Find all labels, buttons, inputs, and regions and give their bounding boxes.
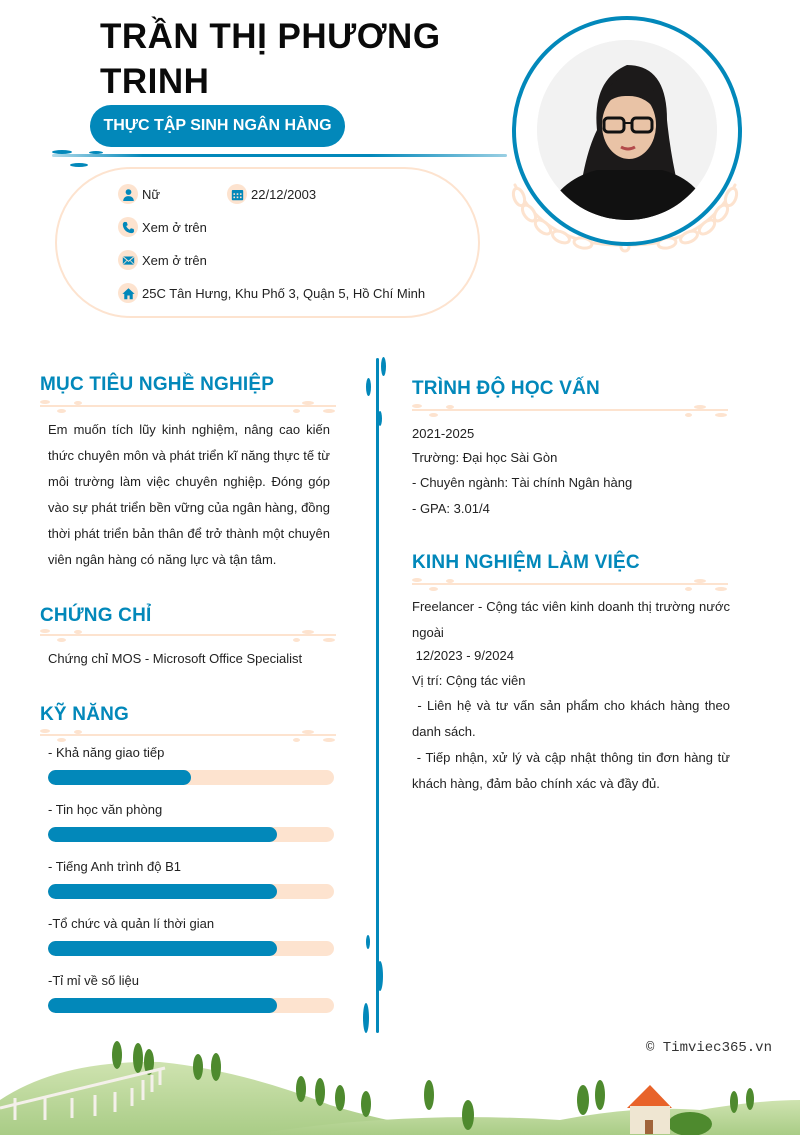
skill-label: - Tiếng Anh trình độ B1 xyxy=(48,859,181,874)
decor-dot xyxy=(52,150,72,154)
candidate-name xyxy=(100,14,500,104)
phone-value: Xem ở trên xyxy=(142,219,207,235)
section-divider xyxy=(40,400,336,414)
decor-dot xyxy=(89,151,103,154)
experience-job-title: Freelancer - Cộng tác viên kinh doanh thị trường nước ngoài xyxy=(412,599,730,640)
experience-period: 12/2023 - 9/2024 xyxy=(412,648,514,663)
phone-icon xyxy=(118,217,138,237)
skill-label: - Khả năng giao tiếp xyxy=(48,745,165,760)
certificate-item: Chứng chỉ MOS - Microsoft Office Specialist xyxy=(48,651,303,666)
contact-email xyxy=(118,250,207,270)
name-line-1: TRẦN THỊ PHƯƠNG xyxy=(100,17,441,56)
experience-duty: - Liên hệ và tư vấn sản phẩm cho khách hàng theo danh sách. xyxy=(412,698,734,739)
contact-phone xyxy=(118,217,207,237)
user-icon xyxy=(118,184,138,204)
section-divider xyxy=(40,629,336,643)
skill-bar-fill xyxy=(48,998,277,1013)
experience-position: Vị trí: Cộng tác viên xyxy=(412,673,526,688)
skill-bar xyxy=(48,884,334,899)
profile-photo xyxy=(537,40,717,220)
skill-bar-fill xyxy=(48,884,277,899)
section-title-experience: KINH NGHIỆM LÀM VIỆC xyxy=(412,552,640,573)
column-divider xyxy=(376,358,379,1033)
envelope-icon xyxy=(118,250,138,270)
gender-value: Nữ xyxy=(142,186,161,202)
section-title-skills: KỸ NĂNG xyxy=(40,704,130,725)
section-title-objective: MỤC TIÊU NGHỀ NGHIỆP xyxy=(40,374,275,395)
section-title-education: TRÌNH ĐỘ HỌC VẤN xyxy=(412,378,600,399)
decor-dot xyxy=(366,935,370,949)
skill-label: -Tổ chức và quản lí thời gian xyxy=(48,916,215,931)
education-gpa: - GPA: 3.01/4 xyxy=(412,501,490,516)
landscape-illustration xyxy=(0,1030,800,1135)
decor-dot xyxy=(377,961,383,991)
header-divider xyxy=(52,154,507,157)
skill-bar-fill xyxy=(48,941,277,956)
birthday-value: 22/12/2003 xyxy=(251,186,317,202)
section-divider xyxy=(40,729,336,743)
section-title-certificates: CHỨNG CHỈ xyxy=(40,605,152,626)
decor-dot xyxy=(378,411,382,426)
section-divider xyxy=(412,578,728,592)
skill-bar xyxy=(48,998,334,1013)
decor-dot xyxy=(366,378,371,396)
job-title-badge xyxy=(90,105,345,147)
job-title-text: THỰC TẬP SINH NGÂN HÀNG xyxy=(103,117,332,134)
education-period: 2021-2025 xyxy=(412,426,475,441)
skill-bar xyxy=(48,941,334,956)
contact-address xyxy=(118,283,425,303)
calendar-icon xyxy=(227,184,247,204)
skill-bar xyxy=(48,770,334,785)
skill-bar xyxy=(48,827,334,842)
decor-dot xyxy=(70,163,88,167)
section-divider xyxy=(412,404,728,418)
contact-gender xyxy=(118,184,160,204)
decor-dot xyxy=(381,357,386,376)
address-value: 25C Tân Hưng, Khu Phố 3, Quận 5, Hồ Chí Minh xyxy=(142,285,426,301)
home-icon xyxy=(118,283,138,303)
skill-bar-fill xyxy=(48,770,191,785)
skill-bar-fill xyxy=(48,827,277,842)
education-major: - Chuyên ngành: Tài chính Ngân hàng xyxy=(412,475,633,490)
name-line-2: TRINH xyxy=(100,62,210,101)
contact-birthday xyxy=(227,184,316,204)
skill-label: -Tỉ mỉ về số liệu xyxy=(48,973,140,988)
skill-label: - Tin học văn phòng xyxy=(48,802,163,817)
experience-duty: - Tiếp nhận, xử lý và cập nhật thông tin đơn hàng từ khách hàng, đảm bảo chính xác và đầy đủ. xyxy=(412,750,734,791)
watermark: © Timviec365.vn xyxy=(645,1040,772,1056)
email-value: Xem ở trên xyxy=(142,252,207,268)
decor-dot xyxy=(363,1003,369,1033)
education-school: Trường: Đại học Sài Gòn xyxy=(412,450,558,465)
objective-text: Em muốn tích lũy kinh nghiệm, nâng cao kiến thức chuyên môn và phát triển kĩ năng thực tế từ môi trường làm việc chuyên nghiệp. Đóng góp vào sự phát triển bền vững của ngân hàng, đồng thời phát triển bản thân để trở thành một chuyên viên ngân hàng có năng lực và tận tâm. xyxy=(48,422,330,567)
